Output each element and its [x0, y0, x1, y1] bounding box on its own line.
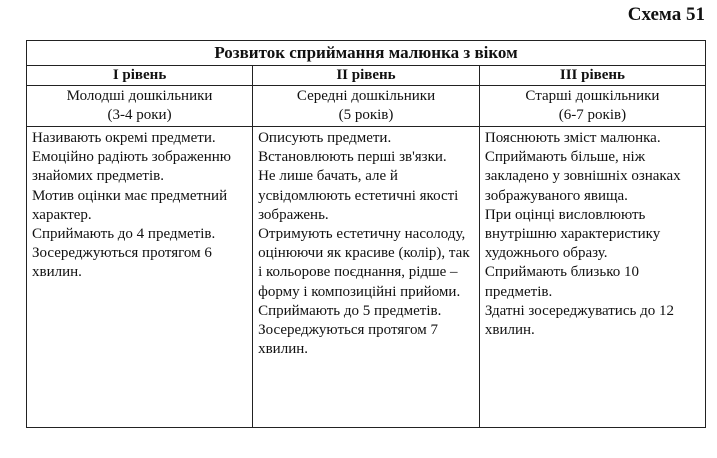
list-item: Здатні зосереджуватись до 12 хвилин.	[484, 302, 674, 339]
list-item: Мотив оцінки має предметний характер.	[32, 187, 228, 223]
level-3-description	[479, 127, 705, 428]
group-name: Старші дошкільники	[525, 88, 660, 104]
level-1-description	[27, 127, 253, 428]
list-item: Пояснюють зміст малюнка.	[484, 130, 661, 146]
list-item: Емоційно радіють зображенню знайомих предметів.	[32, 149, 231, 185]
list-item: Зосереджуються протягом 6 хвилин.	[32, 245, 212, 281]
group-name: Середні дошкільники	[296, 88, 436, 104]
level-3-header: III рівень	[479, 66, 705, 86]
level-1-group	[27, 86, 253, 127]
group-age: (5 років)	[338, 107, 394, 123]
list-item: Сприймають більше, ніж закладено у зовнішніх ознаках зображуваного явища.	[484, 149, 681, 204]
list-item: Сприймають до 4 предметів.	[32, 226, 216, 243]
list-item: Називають окремі предмети.	[32, 130, 216, 146]
list-item: Сприймають близько 10 предметів.	[484, 264, 639, 300]
level-2-description	[253, 127, 480, 428]
list-item: При оцінці висловлюють внутрішню характеристику художнього образу.	[484, 206, 661, 262]
level-2-header: II рівень	[253, 66, 480, 86]
table-title: Розвиток сприймання малюнка з віком	[27, 41, 706, 66]
list-item: Описують предмети.	[258, 130, 392, 146]
scheme-number: Схема 51	[627, 4, 705, 25]
development-table	[26, 40, 706, 428]
list-item: Не лише бачать, але й усвідомлюють естетичні якості зображень.	[258, 168, 459, 223]
level-1-header: I рівень	[27, 66, 253, 86]
list-item: Встановлюють перші зв'язки.	[258, 149, 447, 166]
level-2-group	[253, 86, 480, 127]
list-item: Отримують естетичну насолоду, оцінюючи як красиве (колір), так і кольорове поєднання, рідше – форму і композиційні прийоми.	[258, 226, 470, 300]
group-age: (6-7 років)	[558, 107, 627, 123]
list-item: Зосереджуються протягом 7 хвилин.	[258, 322, 438, 358]
list-item: Сприймають до 5 предметів.	[258, 302, 442, 319]
level-3-group	[479, 86, 705, 127]
group-name: Молодші дошкільники	[66, 88, 213, 104]
group-age: (3-4 роки)	[107, 107, 172, 123]
